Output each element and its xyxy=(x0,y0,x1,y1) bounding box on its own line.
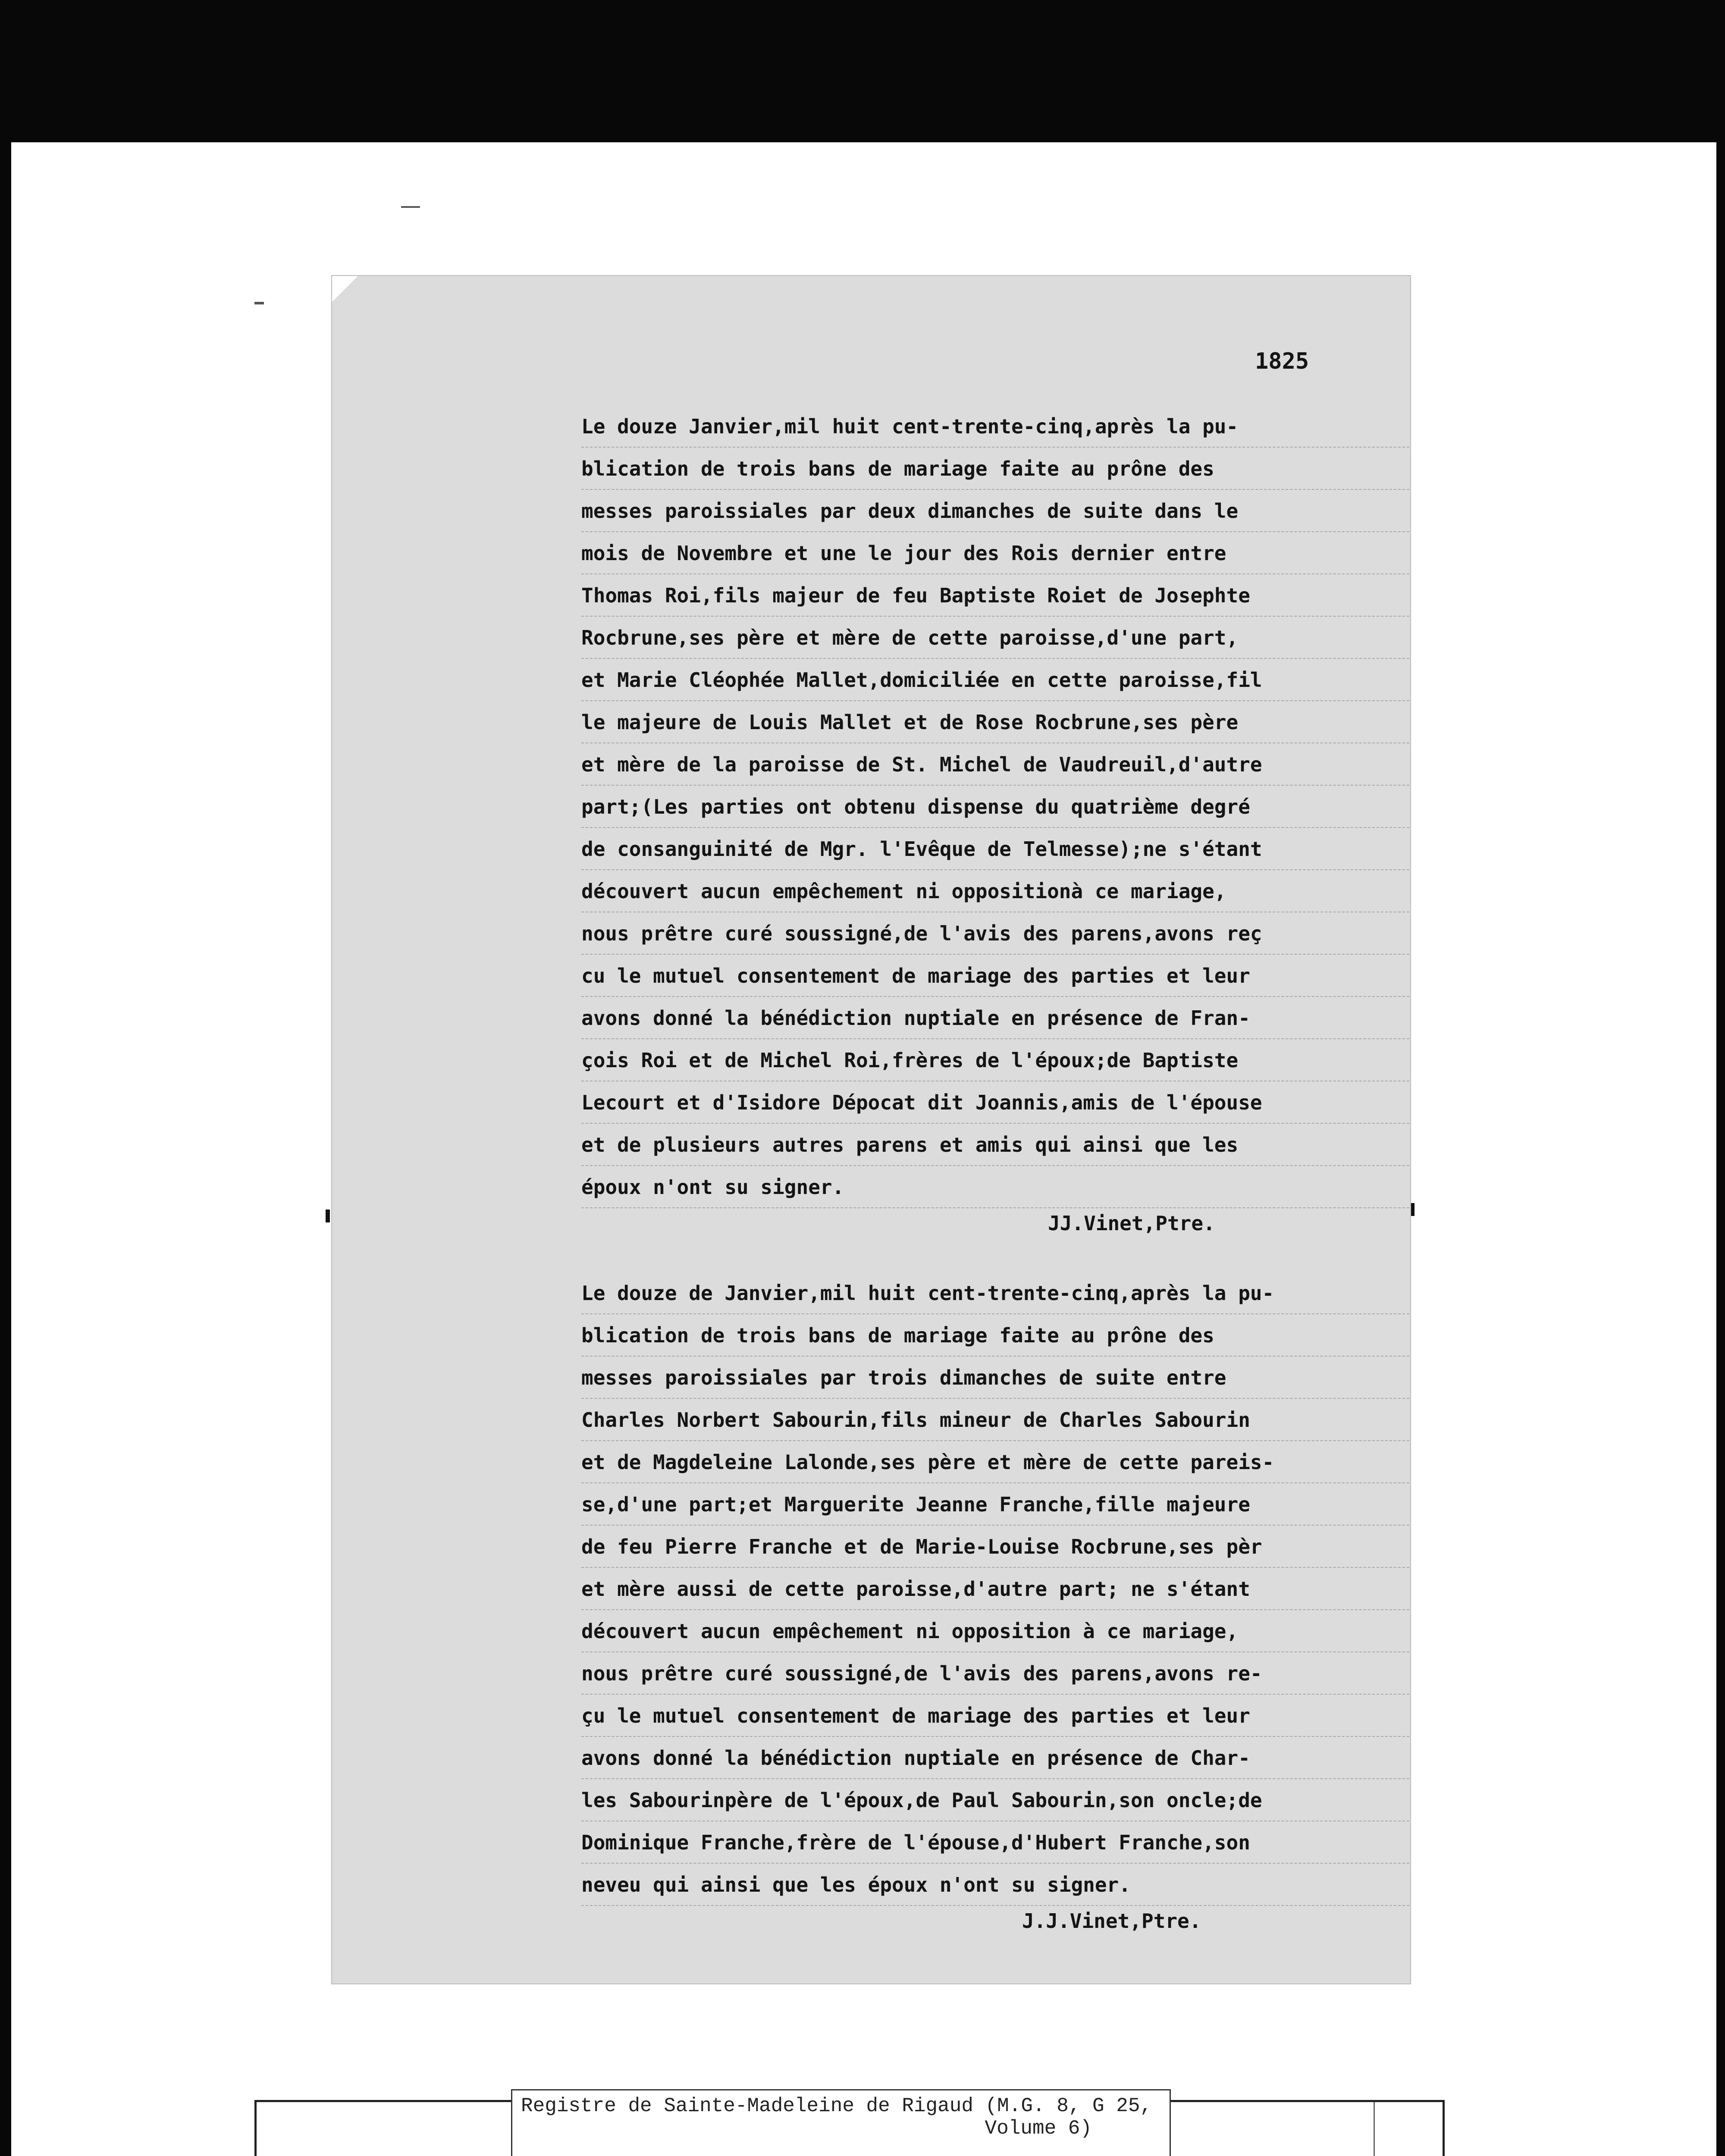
text-line: çois Roi et de Michel Roi,frères de l'époux;de Baptiste xyxy=(581,1039,1409,1081)
film-border-top xyxy=(0,0,1725,142)
text-line: le majeure de Louis Mallet et de Rose Rocbrune,ses père xyxy=(581,701,1409,743)
text-line: découvert aucun empêchement ni oppositionà ce mariage, xyxy=(581,870,1409,912)
text-line: et de plusieurs autres parens et amis qui ainsi que les xyxy=(581,1124,1409,1166)
text-line: blication de trois bans de mariage faite au prône des xyxy=(581,1314,1409,1357)
marriage-entry-1 xyxy=(581,405,1409,1208)
text-line: Dominique Franche,frère de l'épouse,d'Hubert Franche,son xyxy=(581,1821,1409,1864)
scan-speck xyxy=(254,302,264,304)
text-line: les Sabourinpère de l'époux,de Paul Sabourin,son oncle;de xyxy=(581,1779,1409,1821)
text-line: Lecourt et d'Isidore Dépocat dit Joannis,amis de l'épouse xyxy=(581,1081,1409,1124)
text-line: se,d'une part;et Marguerite Jeanne Franche,fille majeure xyxy=(581,1483,1409,1526)
text-line: cu le mutuel consentement de mariage des parties et leur xyxy=(581,955,1409,997)
text-line: et mère de la paroisse de St. Michel de Vaudreuil,d'autre xyxy=(581,743,1409,786)
priest-signature-2: J.J.Vinet,Ptre. xyxy=(1022,1909,1201,1933)
scan-speck xyxy=(1410,1203,1414,1216)
text-line: Thomas Roi,fils majeur de feu Baptiste Roiet de Josephte xyxy=(581,574,1409,617)
text-line: avons donné la bénédiction nuptiale en présence de Char- xyxy=(581,1737,1409,1779)
scan-speck xyxy=(326,1210,330,1222)
marriage-entry-2 xyxy=(581,1272,1409,1906)
text-line: neveu qui ainsi que les époux n'ont su signer. xyxy=(581,1864,1409,1906)
film-border-right xyxy=(1716,142,1725,2156)
text-line: et Marie Cléophée Mallet,domiciliée en cette paroisse,fil xyxy=(581,659,1409,701)
text-line: époux n'ont su signer. xyxy=(581,1166,1409,1208)
register-reference-line-2: Volume 6) xyxy=(985,2117,1092,2140)
page-corner xyxy=(332,276,358,302)
text-line: Rocbrune,ses père et mère de cette paroisse,d'une part, xyxy=(581,617,1409,659)
text-line: découvert aucun empêchement ni opposition à ce mariage, xyxy=(581,1610,1409,1652)
text-line: avons donné la bénédiction nuptiale en présence de Fran- xyxy=(581,997,1409,1039)
text-line: nous prêtre curé soussigné,de l'avis des parens,avons reç xyxy=(581,912,1409,955)
register-reference-line-1: Registre de Sainte-Madeleine de Rigaud (M.G. 8, G 25, xyxy=(521,2095,1152,2117)
priest-signature-1: JJ.Vinet,Ptre. xyxy=(1048,1212,1215,1235)
register-reference-label xyxy=(511,2089,1171,2156)
text-line: de consanguinité de Mgr. l'Evêque de Telmesse);ne s'étant xyxy=(581,828,1409,870)
text-line: et de Magdeleine Lalonde,ses père et mère de cette pareis- xyxy=(581,1441,1409,1483)
text-line: nous prêtre curé soussigné,de l'avis des parens,avons re- xyxy=(581,1652,1409,1695)
text-line: et mère aussi de cette paroisse,d'autre part; ne s'étant xyxy=(581,1568,1409,1610)
text-line: part;(Les parties ont obtenu dispense du quatrième degré xyxy=(581,786,1409,828)
text-line: de feu Pierre Franche et de Marie-Louise Rocbrune,ses pèr xyxy=(581,1526,1409,1568)
card-divider xyxy=(1374,2102,1375,2156)
text-line: Le douze Janvier,mil huit cent-trente-cinq,après la pu- xyxy=(581,405,1409,448)
text-line: çu le mutuel consentement de mariage des parties et leur xyxy=(581,1695,1409,1737)
page-number: 1825 xyxy=(1255,348,1309,374)
typed-register-page xyxy=(332,276,1410,1984)
text-line: Le douze de Janvier,mil huit cent-trente-cinq,après la pu- xyxy=(581,1272,1409,1314)
text-line: Charles Norbert Sabourin,fils mineur de Charles Sabourin xyxy=(581,1399,1409,1441)
text-line: blication de trois bans de mariage faite au prône des xyxy=(581,448,1409,490)
scan-speck xyxy=(401,206,420,208)
film-border-left xyxy=(0,142,11,2156)
text-line: messes paroissiales par deux dimanches de suite dans le xyxy=(581,490,1409,532)
text-line: mois de Novembre et une le jour des Rois dernier entre xyxy=(581,532,1409,574)
text-line: messes paroissiales par trois dimanches de suite entre xyxy=(581,1357,1409,1399)
